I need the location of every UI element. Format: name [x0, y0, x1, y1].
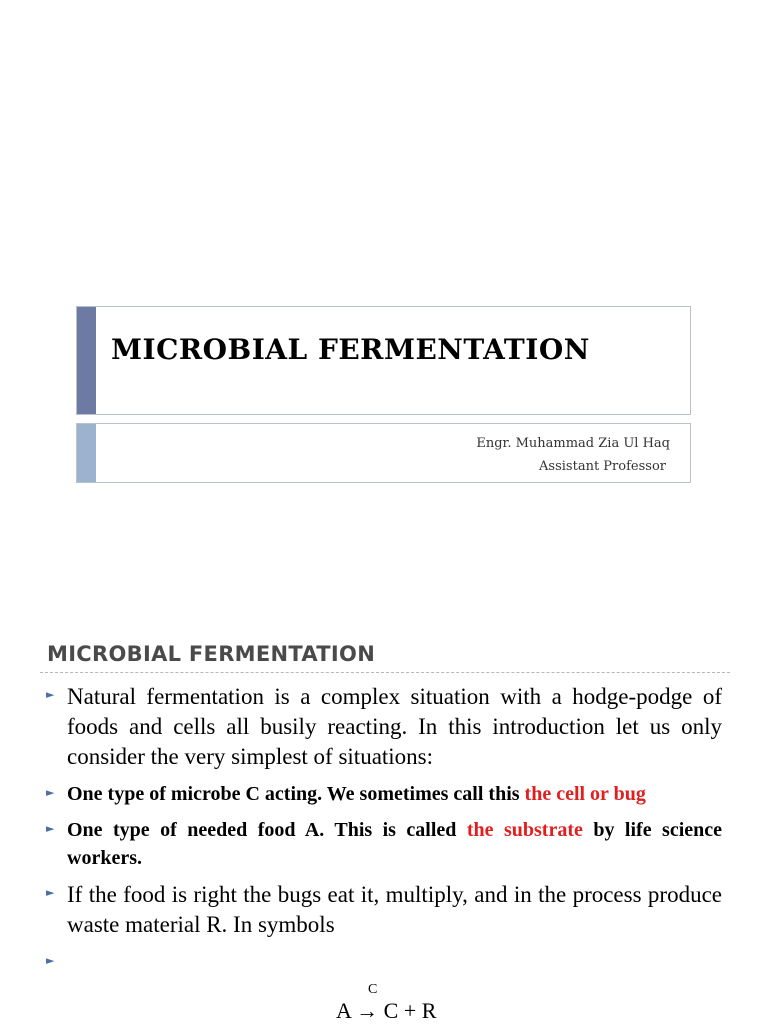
triangle-right-icon: ► [46, 688, 55, 701]
triangle-right-icon: ► [46, 886, 55, 899]
title-accent-bar [77, 307, 96, 414]
bullet-item [46, 948, 722, 978]
triangle-right-icon: ► [46, 822, 55, 835]
triangle-right-icon: ► [46, 954, 55, 967]
triangle-right-icon: ► [46, 786, 55, 799]
bullet-text [67, 948, 722, 978]
content-slide-title: MICROBIAL FERMENTATION [47, 642, 376, 666]
author-name: Engr. Muhammad Zia Ul Haq [476, 436, 670, 451]
bullet-text [67, 780, 722, 808]
reaction-equation [336, 982, 476, 1024]
title-box [76, 306, 691, 415]
bullet-text [67, 816, 722, 872]
bullet-text-segment: Natural fermentation is a complex situation with a hodge-podge of foods and cells all busily reacting. In this introduction let us only consider the very simplest of situations: [67, 684, 722, 769]
highlighted-term: the cell or bug [524, 783, 646, 805]
subtitle-box [76, 423, 691, 483]
highlighted-term: the substrate [466, 819, 583, 841]
content-slide [0, 620, 768, 1024]
bullet-text-segment: One type of needed food A. This is called [67, 819, 467, 841]
equation-expression: A → C + R [336, 998, 437, 1023]
bullet-list [46, 682, 722, 986]
bullet-text [67, 880, 722, 940]
bullet-item [46, 816, 722, 872]
subtitle-accent-bar [77, 424, 96, 482]
bullet-item [46, 780, 722, 808]
bullet-text-segment: One type of microbe C acting. We sometimes call this [67, 783, 525, 805]
bullet-item [46, 682, 722, 772]
bullet-text-segment: by life science workers. [67, 819, 723, 869]
bullet-text [67, 682, 722, 772]
author-position: Assistant Professor [539, 459, 666, 474]
title-divider [40, 672, 730, 673]
bullet-text-segment: If the food is right the bugs eat it, multiply, and in the process produce waste material R. In symbols [67, 882, 722, 937]
slide-title: MICROBIAL FERMENTATION [111, 333, 590, 366]
equation-catalyst: C [368, 982, 378, 997]
bullet-item [46, 880, 722, 940]
